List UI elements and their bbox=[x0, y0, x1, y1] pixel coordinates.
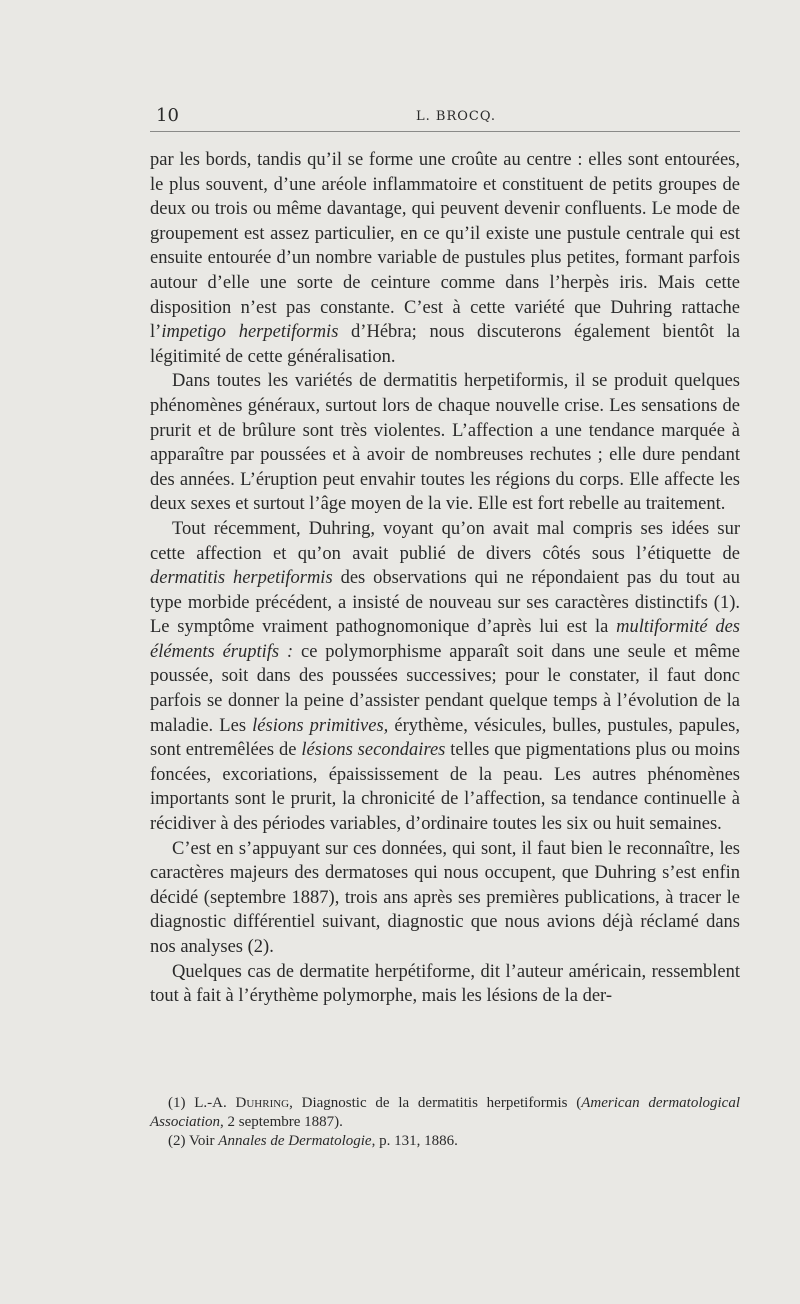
italic-text: American dermatological Association bbox=[150, 1095, 740, 1130]
text-run: , 2 septembre 1887). bbox=[220, 1114, 343, 1130]
text-run: (2) Voir bbox=[168, 1133, 219, 1149]
footnote bbox=[150, 1132, 740, 1151]
text-run: érythème, vésicules, bulles, pustules, papules, sont entremêlées de bbox=[150, 715, 740, 761]
text-run: par les bords, tandis qu’il se forme une croûte au centre : elles sont entourées, le plus souvent, d’une aréole inflammatoire et constituent de petits groupes de deux ou trois ou même davantage, qui peuvent devenir confluents. Le mode de groupement est assez particulier, en ce qu’il existe une pustule centrale qui est ensuite entourée d’un nombre variable de pustules plus petites, formant parfois autour d’elle une sorte de ceinture comme dans l’herpès iris. Mais cette disposition n’est pas constante. C’est à cette variété que Duhring rattache l’ bbox=[150, 150, 740, 343]
italic-text: lésions primitives, bbox=[252, 715, 389, 736]
text-run: , p. 131, 1886. bbox=[371, 1133, 458, 1149]
page-number: 10 bbox=[156, 105, 179, 126]
paragraph bbox=[150, 148, 740, 369]
text-run: Tout récemment, Duhring, voyant qu’on avait mal compris ses idées sur cette affection et qu’on avait publié de divers côtés sous l’étiquette de bbox=[150, 518, 740, 564]
page-header bbox=[156, 105, 746, 127]
text-run: telles que pigmentations plus ou moins foncées, excoriations, épaississement de la peau. Les autres phénomènes importants sont le prurit, la chronicité de l’affection, sa tendance continuelle à récidiver à des périodes variables, d’ordinaire toutes les six ou huit semaines. bbox=[150, 740, 740, 835]
text-run: C’est en s’appuyant sur ces données, qui sont, il faut bien le reconnaître, les caractères majeurs des dermatoses qui nous occupent, que Duhring s’est enfin décidé (septembre 1887), trois ans après ses premières publications, à tracer le diagnostic différentiel suivant, diagnostic que nous avions déjà réclamé dans nos analyses (2). bbox=[150, 838, 740, 957]
text-run: des observations qui ne répondaient pas du tout au type morbide précédent, a insisté de nouveau sur ses caractères distinctifs (1). Le symptôme vraiment pathognomonique d’après lui est la bbox=[150, 568, 740, 638]
italic-text: dermatitis herpetiformis bbox=[150, 568, 333, 589]
header-rule bbox=[150, 131, 740, 132]
italic-text: multiformité des éléments éruptifs : bbox=[150, 617, 740, 662]
paragraph bbox=[150, 837, 740, 960]
text-run: d’Hébra; nous discuterons également bientôt la légitimité de cette généralisation. bbox=[150, 322, 741, 367]
italic-text: Annales de Dermatologie bbox=[218, 1133, 372, 1149]
text-run: (1) L.-A. bbox=[168, 1095, 236, 1111]
text-run: Dans toutes les variétés de dermatitis herpetiformis, il se produit quelques phénomènes généraux, surtout lors de chaque nouvelle crise. Les sensations de prurit et de brûlure sont très violentes. L’affection a une tendance marquée à apparaître par poussées et à avoir de nombreuses rechutes ; elle dure pendant des années. L’éruption peut envahir toutes les régions du corps. Elle affecte les deux sexes et surtout l’âge moyen de la vie. Elle est fort rebelle au traitement. bbox=[150, 371, 740, 515]
italic-text: lésions secondaires bbox=[301, 740, 446, 761]
text-run: , Diagnostic de la dermatitis herpetiformis ( bbox=[289, 1095, 582, 1111]
italic-text: impetigo herpetiformis bbox=[161, 322, 339, 343]
footnote bbox=[150, 1094, 740, 1132]
running-head: L. BROCQ. bbox=[416, 109, 496, 124]
paragraph bbox=[150, 369, 740, 517]
body-text bbox=[150, 148, 740, 1009]
text-run: Quelques cas de dermatite herpétiforme, dit l’auteur américain, ressemblent tout à fait à l’érythème polymorphe, mais les lésions de la der- bbox=[150, 961, 740, 1007]
paragraph bbox=[150, 960, 740, 1009]
smallcaps-text: Duhring bbox=[235, 1095, 290, 1111]
footnotes bbox=[150, 1094, 740, 1151]
paragraph bbox=[150, 517, 740, 837]
text-run: ce polymorphisme apparaît soit dans une seule et même poussée, soit dans des poussées successives; pour le constater, il faut donc parfois se donner la peine d’assister pendant quelque temps à l’évolution de la maladie. Les bbox=[150, 641, 740, 736]
